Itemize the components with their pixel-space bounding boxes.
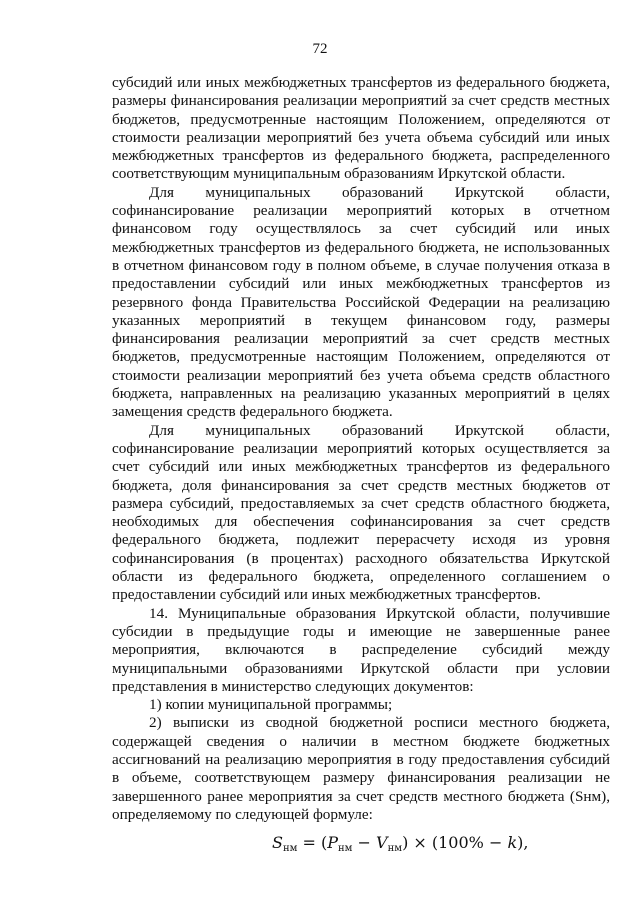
paragraph-federal-funds-unused: Для муниципальных образований Иркутской области, софинансирование реализации мероприятий которых в отчетном финансовом году осуществлялось за счет субсидий или иных межбюджетных трансфертов из федерального бюджета, не использованных в отчетном финансовом году в полном объеме, в случае получения отказа в предоставлении субсидий или иных межбюджетных трансфертов из резервного фонда Правительства Российской Федерации на реализацию указанных мероприятий в текущем финансовом году, размеры финансирования реализации мероприятий за счет средств местных бюджетов, предусмотренные настоящим Положением, определяются от стоимости реализации мероприятий без учета объема средств областного бюджета, направленных на реализацию указанных мероприятий в целях замещения средств федерального бюджета. <box>112 183 610 421</box>
list-item-program-copy: 1) копии муниципальной программы; <box>149 696 393 714</box>
formula-p-subscript: нм <box>338 843 353 854</box>
paragraph-continuation: субсидий или иных межбюджетных трансфертов из федерального бюджета, размеры финансирования реализации мероприятий за счет средств местных бюджетов, предусмотренные настоящим Положением, определяются от стоимости реализации мероприятий без учета объема субсидий или иных межбюджетных трансфертов из федерального бюджета, распределенного соответствующим муниципальным образованиям Иркутской области. <box>112 74 610 183</box>
list-item-budget-extract: 2) выписки из сводной бюджетной росписи местного бюджета, содержащей сведения о наличии в местном бюджете бюджетных ассигнований на реализацию мероприятия в году предоставления субсидий в объеме, соответствующем размеру финансирования реализации не завершенного ранее мероприятия за счет средств местного бюджета (Sнм), определяемому по следующей формуле: <box>112 714 610 823</box>
formula-close: ), <box>517 833 529 852</box>
formula-s: S <box>272 833 283 852</box>
formula-v-subscript: нм <box>387 843 403 854</box>
paragraph-item-14: 14. Муниципальные образования Иркутской области, получившие субсидии в предыдущие годы и имеющие не завершенные ранее мероприятия, включаются в распределение субсидий между муниципальными образованиями Иркутской области при условии представления в министерство следующих документов: <box>112 604 610 695</box>
formula-equals: = ( <box>297 833 328 852</box>
formula <box>272 833 528 859</box>
formula-s-subscript: нм <box>282 843 298 854</box>
paragraph-cofinancing-recalculation: Для муниципальных образований Иркутской области, софинансирование реализации мероприятий которых осуществляется за счет субсидий или иных межбюджетных трансфертов из федерального бюджета, доля финансирования за счет средств местных бюджетов от размера субсидий, предоставляемых за счет средств областного бюджета, необходимых для обеспечения софинансирования за счет средств федерального бюджета, подлежит перерасчету исходя из уровня софинансирования (в процентах) расходного обязательства Иркутской области из федерального бюджета, определенного соглашением о предоставлении субсидий или иных межбюджетных трансфертов. <box>112 421 610 604</box>
formula-times: ) × (100% − <box>402 833 508 852</box>
document-body <box>112 74 610 824</box>
formula-minus: − <box>352 833 377 852</box>
formula-k: k <box>507 833 518 852</box>
page-number: 72 <box>312 41 328 57</box>
formula-v: V <box>376 833 388 852</box>
formula-p: P <box>327 833 339 852</box>
